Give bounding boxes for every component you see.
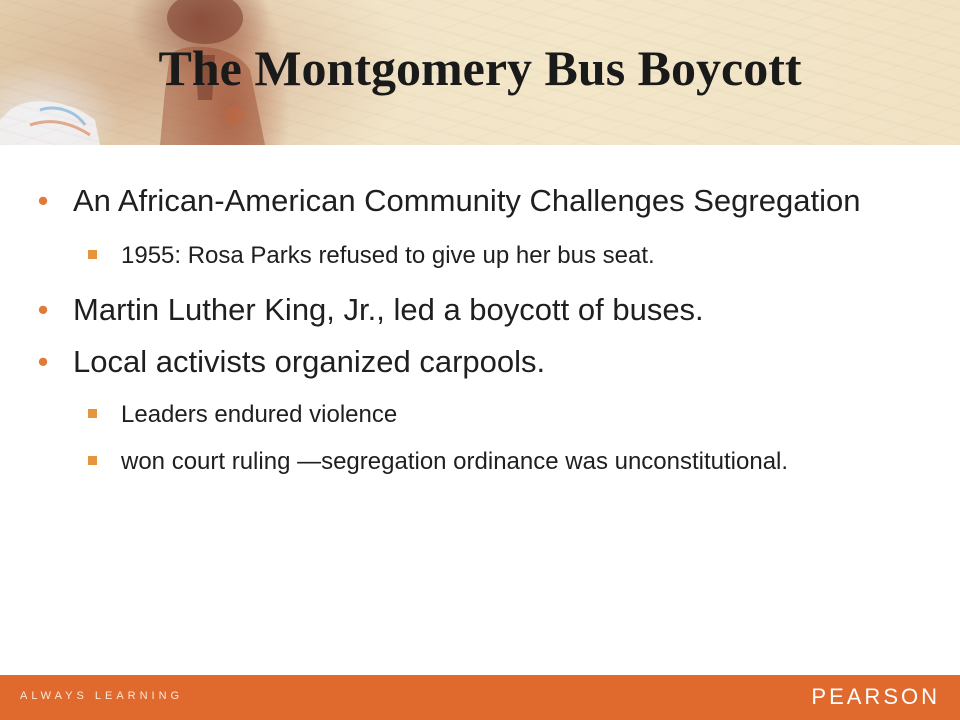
sub-list-item	[28, 399, 938, 430]
list-item	[28, 182, 938, 220]
sub-bullet-text: 1955: Rosa Parks refused to give up her bus seat.	[121, 242, 655, 269]
list-item	[28, 291, 938, 329]
bullet-icon: •	[37, 183, 49, 218]
sub-bullet-text: Leaders endured violence	[121, 401, 398, 428]
bullet-text: Martin Luther King, Jr., led a boycott of buses.	[73, 292, 704, 327]
footer-tagline: ALWAYS LEARNING	[20, 690, 184, 702]
sub-bullet-text: won court ruling —segregation ordinance was unconstitutional.	[121, 448, 789, 475]
header-banner	[0, 0, 960, 145]
bullet-icon: •	[37, 344, 49, 379]
list-item	[28, 343, 938, 381]
footer-bar	[0, 675, 960, 720]
sub-list-item	[28, 240, 938, 271]
page-title: The Montgomery Bus Boycott	[158, 40, 802, 96]
bullet-text: An African-American Community Challenges Segregation	[73, 183, 861, 218]
square-bullet-icon	[88, 250, 97, 259]
square-bullet-icon	[88, 409, 97, 418]
square-bullet-icon	[88, 456, 97, 465]
sub-list-item	[28, 446, 938, 477]
bullet-icon: •	[37, 292, 49, 327]
bullet-text: Local activists organized carpools.	[73, 344, 546, 379]
slide-body	[28, 168, 938, 477]
brand-logo: PEARSON	[811, 684, 940, 709]
